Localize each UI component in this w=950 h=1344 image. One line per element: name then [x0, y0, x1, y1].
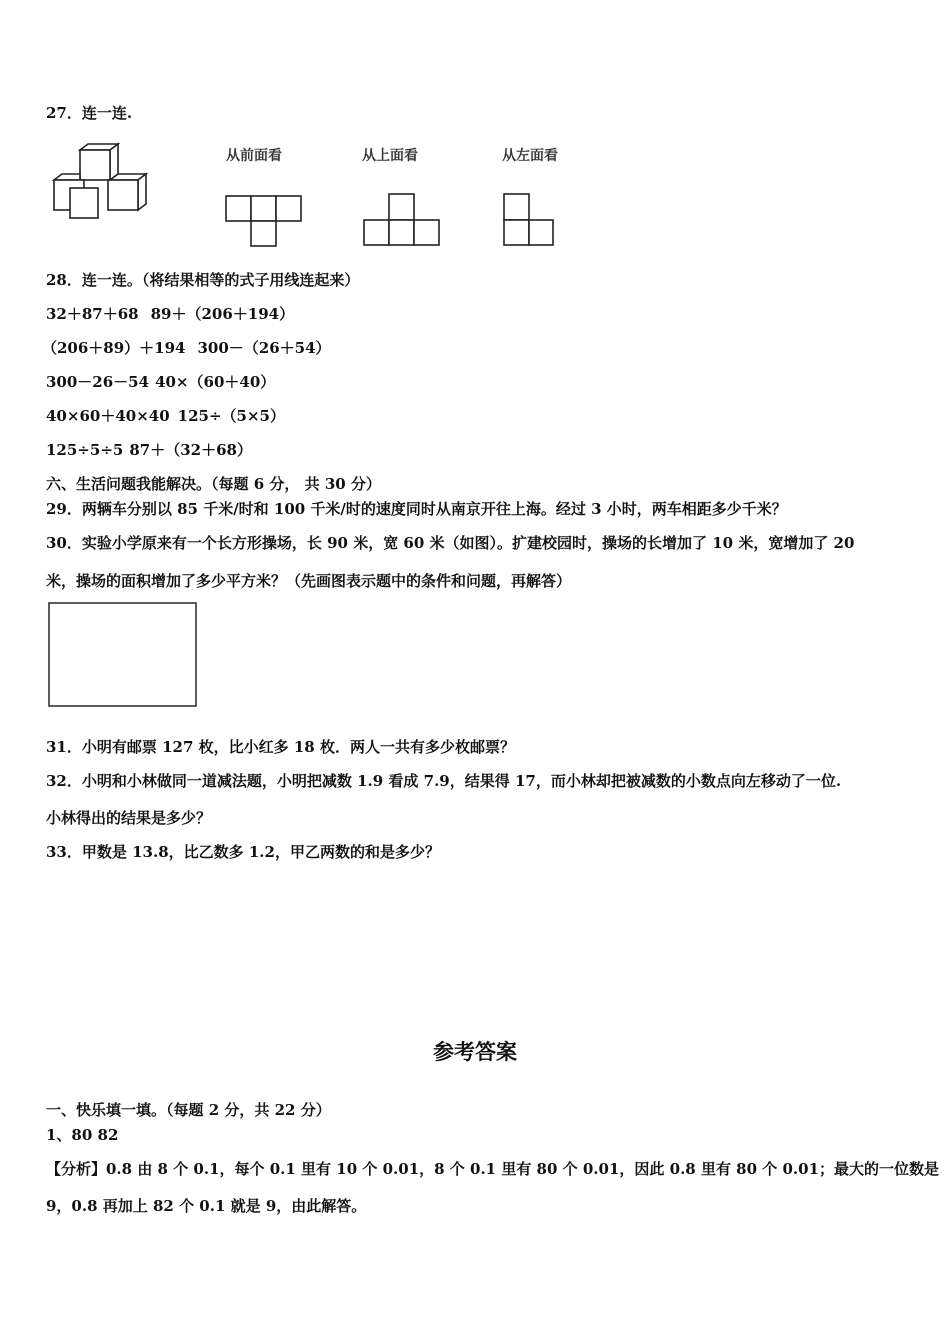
section-6-heading: 六、生活问题我能解决。（每题 6 分， 共 30 分）	[46, 475, 381, 493]
q32-line2: 小林得出的结果是多少？	[46, 809, 212, 827]
analysis-line2: 9，0.8 再加上 82 个 0.1 就是 9，由此解答。	[46, 1197, 367, 1215]
playground-rectangle	[48, 602, 198, 708]
q30-line1: 30．实验小学原来有一个长方形操场，长 90 米，宽 60 米（如图）。扩建校园时，操场的长增加了 10 米，宽增加了 20	[46, 534, 855, 552]
q28-title: 28．连一连。（将结果相等的式子用线连起来）	[46, 271, 360, 289]
answers-section-1: 一、快乐填一填。（每题 2 分，共 22 分）	[46, 1101, 331, 1119]
q28-right-expr[interactable]: 40×（60＋40）	[155, 373, 276, 391]
q33: 33．甲数是 13.8，比乙数多 1.2，甲乙两数的和是多少？	[46, 843, 440, 861]
view-label-top: 从上面看	[362, 148, 418, 164]
answers-title: 参考答案	[433, 1040, 517, 1064]
view-label-front: 从前面看	[226, 148, 282, 164]
q28-left-expr[interactable]: 125÷5÷5	[46, 441, 124, 459]
answer-1: 1、80 82	[46, 1126, 119, 1144]
q28-left-expr[interactable]: （206＋89）＋194	[42, 339, 186, 357]
q28-row	[46, 304, 294, 324]
q28-left-expr[interactable]: 40×60＋40×40	[46, 407, 170, 425]
q28-right-expr[interactable]: 89＋（206＋194）	[150, 305, 295, 323]
q31: 31．小明有邮票 127 枚，比小红多 18 枚．两人一共有多少枚邮票？	[46, 738, 515, 756]
analysis-line1: 【分析】0.8 由 8 个 0.1，每个 0.1 里有 10 个 0.01，8 个 0.1 里有 80 个 0.01，因此 0.8 里有 80 个 0.01；最大的一位数是	[46, 1160, 940, 1178]
view-shape-t[interactable]	[225, 195, 303, 247]
q28-right-expr[interactable]: 87＋（32＋68）	[129, 441, 252, 459]
q30-line2: 米，操场的面积增加了多少平方米？（先画图表示题中的条件和问题，再解答）	[46, 572, 572, 590]
q28-left-expr[interactable]: 32＋87＋68	[46, 305, 139, 323]
q28-row	[46, 406, 285, 426]
q28-row	[42, 338, 331, 358]
q28-right-expr[interactable]: 125÷（5×5）	[177, 407, 285, 425]
q27-title: 27．连一连.	[46, 104, 133, 122]
view-shape-inverted-t[interactable]	[363, 193, 441, 247]
q32-line1: 32．小明和小林做同一道减法题，小明把减数 1.9 看成 7.9，结果得 17，而小林却把被减数的小数点向左移动了一位.	[46, 772, 842, 790]
q28-right-expr[interactable]: 300－（26＋54）	[197, 339, 331, 357]
q29: 29．两辆车分别以 85 千米/时和 100 千米/时的速度同时从南京开往上海。经过 3 小时，两车相距多少千米？	[46, 500, 787, 518]
q28-row	[46, 372, 275, 392]
cube-figure	[50, 142, 150, 222]
q28-left-expr[interactable]: 300－26－54	[46, 373, 150, 391]
q28-row	[46, 440, 252, 460]
view-label-left: 从左面看	[502, 148, 558, 164]
view-shape-l[interactable]	[503, 193, 555, 247]
